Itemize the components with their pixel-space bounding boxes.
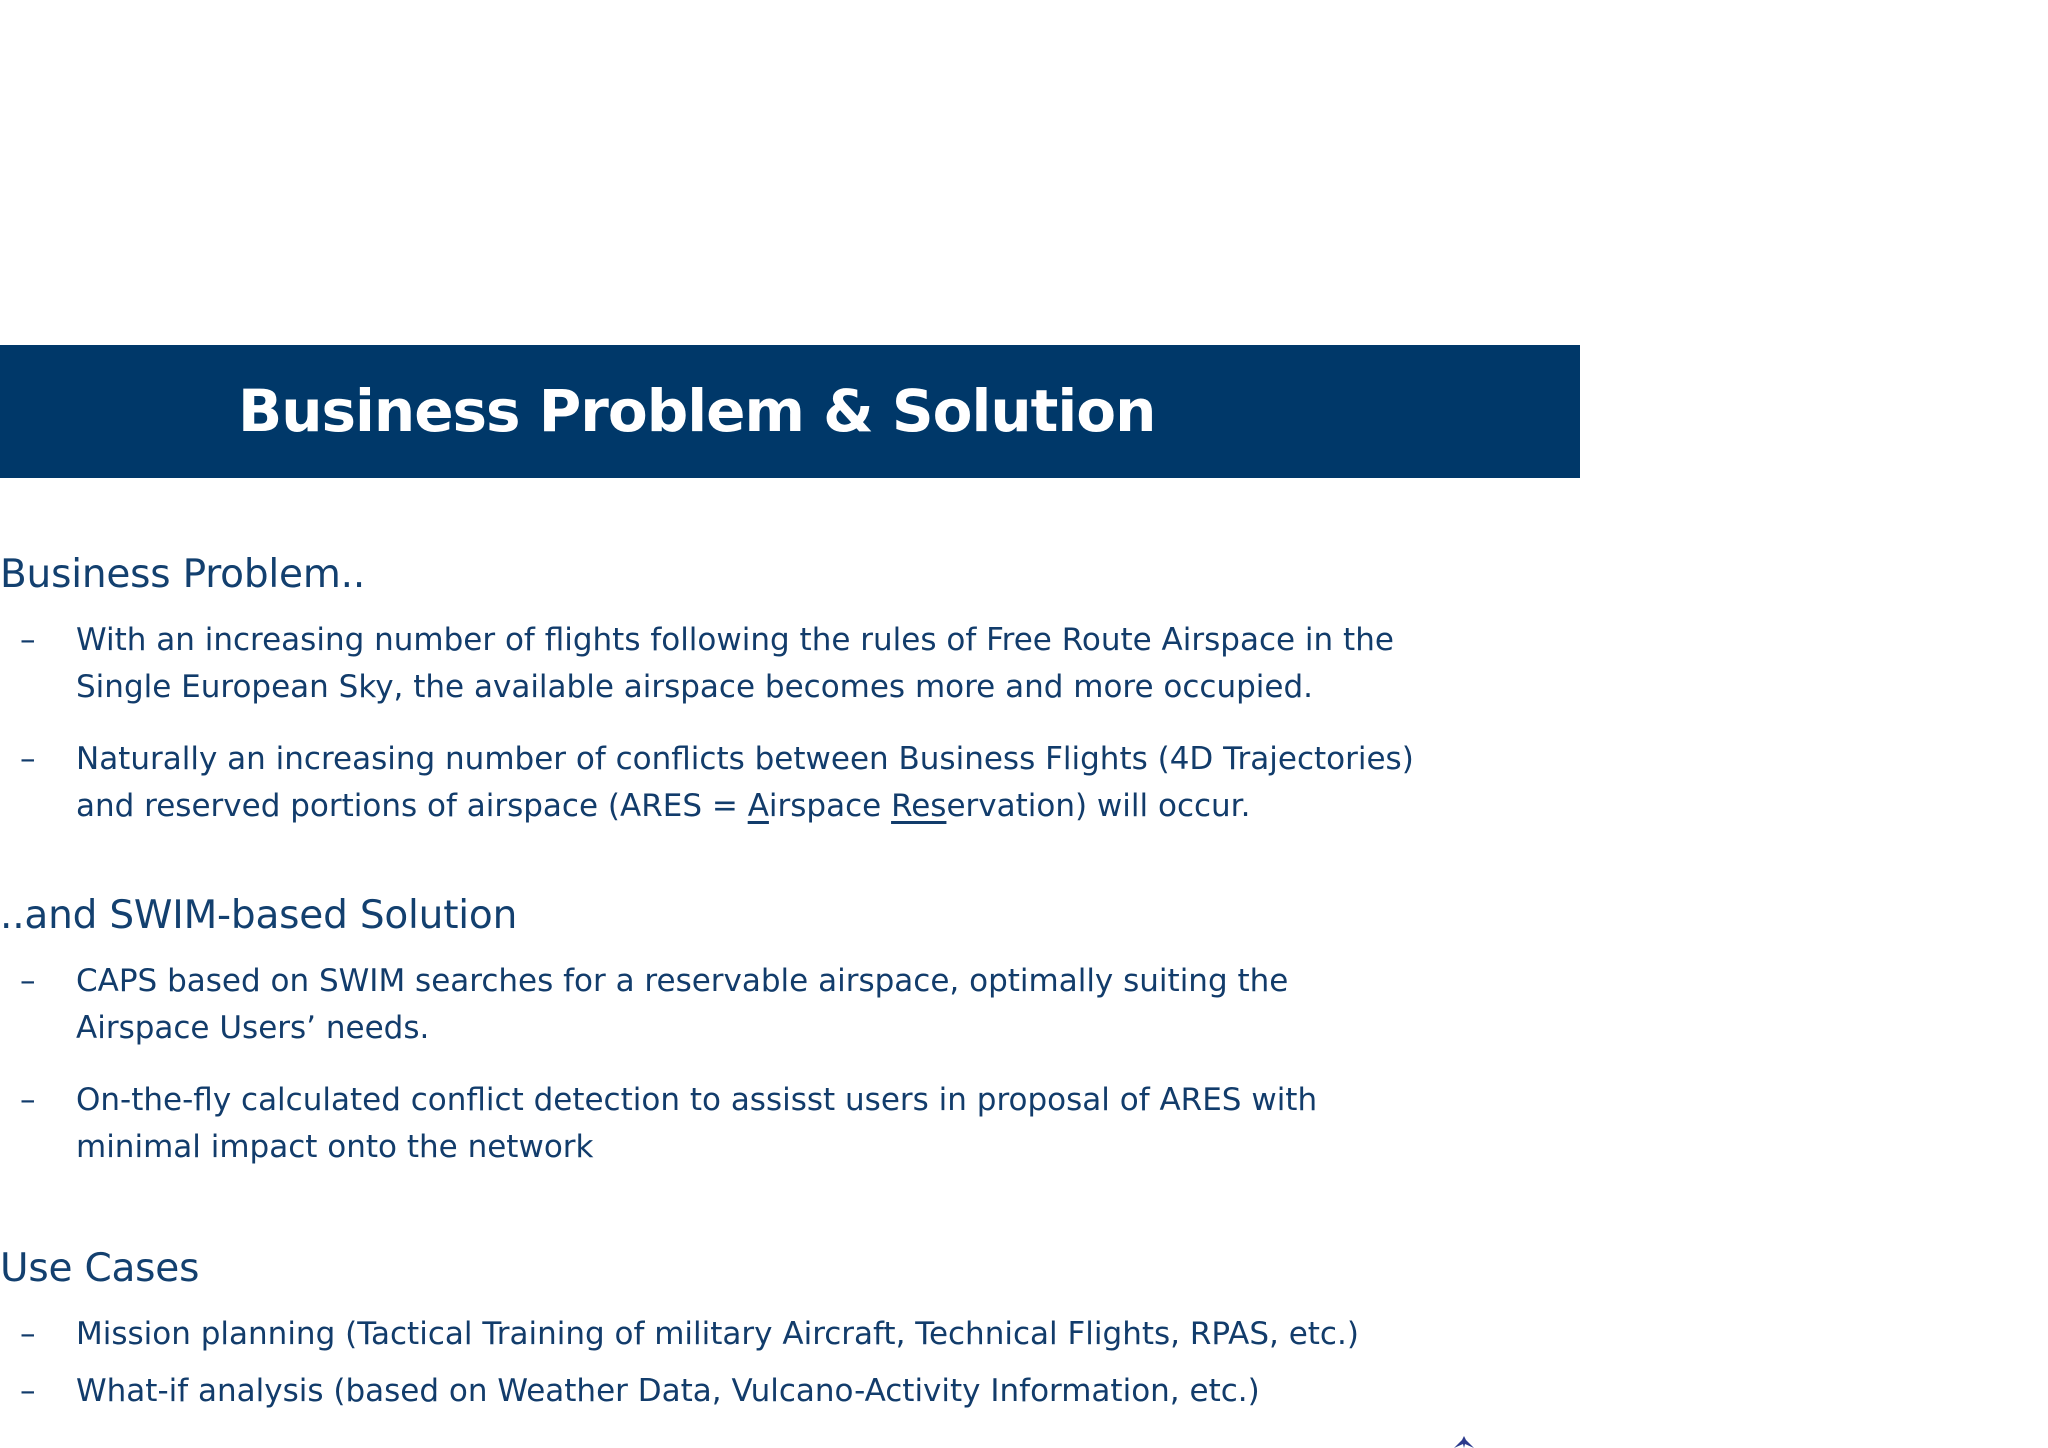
bullet-text <box>76 1077 1496 1171</box>
bullet-line: Airspace Users’ needs. <box>76 1010 430 1046</box>
bullet-item <box>0 736 1500 830</box>
bullet-text <box>76 617 1496 711</box>
section-heading-business-problem: Business Problem.. <box>0 552 366 597</box>
text-part: irspace <box>768 788 892 824</box>
bullet-item <box>0 1077 1500 1171</box>
bullet-item <box>0 1311 1500 1358</box>
aircraft-logo-icon <box>1452 1436 1476 1448</box>
bullet-dash: – <box>20 1316 36 1352</box>
text-part: and reserved portions of airspace (ARES = <box>76 788 748 824</box>
bullet-line-with-underline <box>76 788 1250 824</box>
section-heading-swim-solution: ..and SWIM-based Solution <box>0 893 518 938</box>
bullet-line: CAPS based on SWIM searches for a reservable airspace, optimally suiting the <box>76 963 1289 999</box>
bullet-item <box>0 1368 1500 1415</box>
bullet-dash: – <box>20 1082 36 1118</box>
bullet-item <box>0 617 1500 711</box>
bullet-line: Mission planning (Tactical Training of military Aircraft, Technical Flights, RPAS, etc.) <box>76 1316 1359 1352</box>
text-part: ervation) will occur. <box>946 788 1251 824</box>
underlined-part: A <box>747 788 769 824</box>
bullet-dash: – <box>20 741 36 777</box>
slide-title: Business Problem & Solution <box>238 377 1156 445</box>
bullet-dash: – <box>20 622 36 658</box>
bullet-item <box>0 958 1500 1052</box>
bullet-line: What-if analysis (based on Weather Data, Vulcano-Activity Information, etc.) <box>76 1373 1260 1409</box>
bullet-line: Naturally an increasing number of conflicts between Business Flights (4D Trajectories) <box>76 741 1414 777</box>
bullet-text <box>76 1368 1496 1415</box>
bullet-text <box>76 1311 1496 1358</box>
bullet-line: On-the-fly calculated conflict detection to assisst users in proposal of ARES with <box>76 1082 1318 1118</box>
bullet-line: With an increasing number of flights following the rules of Free Route Airspace in the <box>76 622 1394 658</box>
section-heading-use-cases: Use Cases <box>0 1246 200 1291</box>
bullet-line: Single European Sky, the available airspace becomes more and more occupied. <box>76 669 1314 705</box>
bullet-text <box>76 736 1496 830</box>
bullet-line: minimal impact onto the network <box>76 1129 594 1165</box>
bullet-dash: – <box>20 1373 36 1409</box>
title-bar <box>0 345 1580 478</box>
bullet-text <box>76 958 1496 1052</box>
underlined-part: Res <box>891 788 947 824</box>
bullet-dash: – <box>20 963 36 999</box>
